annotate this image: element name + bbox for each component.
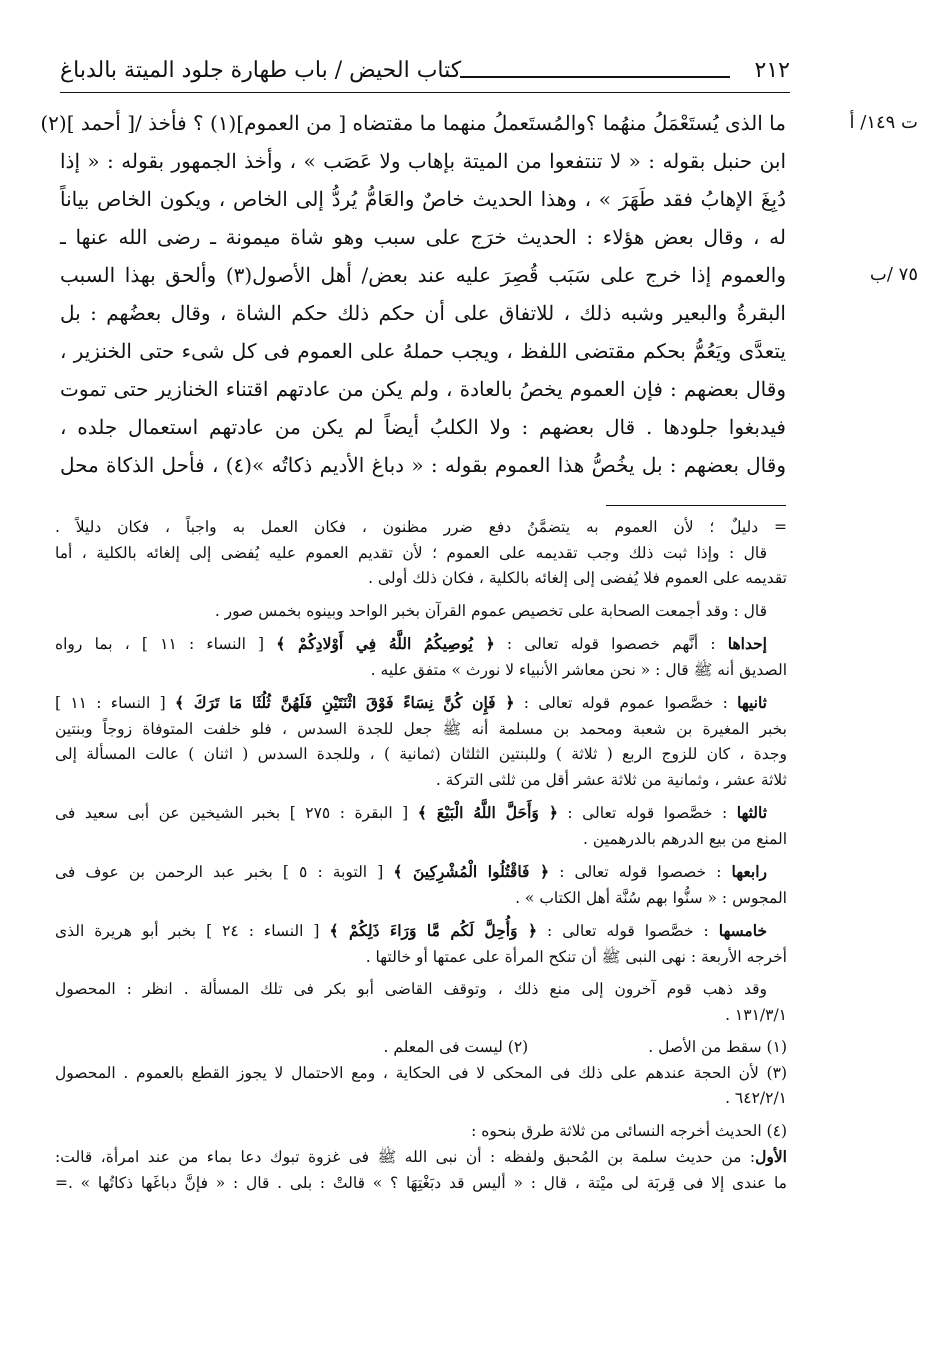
header-underline (60, 92, 790, 93)
footnote-text: : من حديث سلمة بن المُحبق ولفظه : أن نبى الله ﷺ فى غزوة تبوك دعا بماء من عند امرأة، قالت: (55, 1148, 756, 1166)
running-header (60, 58, 790, 90)
footnote-text: : خصصوا قوله تعالى : (549, 863, 732, 881)
margin-note-manuscript-folio: ت ١٤٩/ أ (849, 112, 918, 133)
main-text (40, 104, 787, 484)
footnote-text: [ التوبة : ٥ ] بخبر عبد الرحمن بن عوف فى (55, 863, 394, 881)
footnote-line (55, 859, 787, 886)
footnote-line: قال : وإذا ثبت ذلك وجب تقديمه على العموم ؛ لأن تقديم العموم عليه يُفضى إلى إلغائه بالكلية ، أما (55, 543, 767, 562)
footnote-line (55, 918, 787, 945)
item-lead: رابعها (731, 862, 767, 881)
quran-verse: ﴿ فَإِن كُنَّ نِسَاءً فَوْقَ اثْنَتَيْنِ فَلَهُنَّ ثُلُثَا مَا تَرَكَ ﴾ (174, 693, 515, 712)
quran-verse: ﴿ فَاقْتُلُوا الْمُشْرِكِينَ ﴾ (393, 862, 550, 881)
footnote-line: ما عندى إلا فى قِربَة لى ميْتة ، قال : « أليس قد دبَغْتِهَا ؟ » قالتْ : بلى . قال : « فإنَّ دباغَها ذكاتُها » .= (55, 1173, 787, 1192)
footnote-line: وقد ذهب قوم آخرون إلى منع ذلك ، وتوقف القاضى أبو بكر فى تلك المسألة . انظر : المحصول (55, 980, 767, 998)
footnote-text: : خصَّصوا قوله تعالى : (537, 922, 719, 940)
footnote-line: = دليلٌ ؛ لأن العموم به يتضمَّنُ دفع ضرر مظنون ، فكان العمل به واجباً ، فكان دليلاً . (55, 518, 787, 536)
quran-verse: ﴿ وَأُحِلَّ لَكُم مَّا وَرَاءَ ذَلِكُمْ ﴾ (329, 921, 538, 940)
footnote-line (55, 800, 787, 827)
footnote-line: المجوس : « سنُّوا بهم سُنَّة أهل الكتاب » . (515, 888, 787, 907)
footnote-line (55, 631, 787, 658)
footnote-3: (٣) لأن الحجة عندهم على ذلك فى المحكى لا فى الحكاية ، ومع الاحتمال لا يجوز القطع بالعموم . المحصول (55, 1063, 787, 1082)
footnote-text: [ النساء : ١١ ] (55, 694, 175, 712)
footnote-line: أخرجه الأربعة : نهى النبى ﷺ أن تنكح المرأة على عمتها أو خالتها . (365, 947, 787, 966)
footnote-line: ١٣١/٣/١ . (725, 1005, 787, 1024)
footnote-line: ٦٤٢/٢/١ . (725, 1089, 787, 1107)
footnote-1: (١) سقط من الأصل . (648, 1038, 787, 1056)
main-line: له ، وقال بعض هؤلاء : الحديث خرَج على سبب وهو شاة ميمونة ـ رضى الله عنها ـ (60, 225, 786, 249)
quran-verse: ﴿ وَأَحَلَّ اللَّهُ الْبَيْعَ ﴾ (417, 803, 558, 822)
item-lead: خامسها (718, 921, 768, 940)
footnote-text: [ النساء : ٢٤ ] بخبر أبو هريرة الذى (55, 922, 330, 940)
header-rule (460, 76, 730, 78)
margin-note-folio: ٧٥ /ب (869, 264, 918, 285)
main-line: والعموم إذا خرج على سَبَب قُصِرَ عليه عند بعض/ أهل الأصول(٣) وألحق بهذا السبب (60, 263, 787, 287)
footnote-line (55, 690, 787, 717)
footnote-line: بخبر المغيرة بن شعبة ومحمد بن مسلمة أنه ﷺ جعل للجدة السدس ، فلو خلفت المتوفاة زوجاً وبنتين (55, 719, 787, 738)
main-line: ما الذى يُستَعْمَلُ منهُما ؟والمُستَعملُ منهما ما مقتضاه [ من العموم](١) ؟ فأخذ /[ أحمد ](٢) (40, 111, 786, 135)
footnote-line: ثلاثة عشر ، وثمانية من ثلاثة عشر أقل من ثلثى التركة . (435, 770, 787, 789)
footnote-separator (606, 505, 786, 506)
page-number: ٢١٢ (754, 58, 790, 83)
main-line: وقال بعضهم : بل يخُصُّ هذا العموم بقوله : « دباغ الأديم ذكاتُه »(٤) ، فأحل الذكاة محل (60, 453, 786, 477)
quran-verse: ﴿ يُوصِيكُمُ اللَّهُ فِي أَوْلادِكُمْ ﴾ (276, 634, 495, 653)
footnote-text: : خصَّصوا قوله تعالى : (557, 804, 737, 822)
item-lead: الأول (755, 1147, 787, 1166)
footnote-line (55, 1035, 787, 1061)
footnote-text: [ النساء : ١١ ] ، بما رواه (55, 635, 277, 653)
main-line: ابن حنبل بقوله : « لا تنتفعوا من الميتة بإهاب ولا عَصَب » ، وأخذ الجمهور بقوله : « إذا (60, 149, 786, 173)
footnote-line: الصديق أنه ﷺ قال : « نحن معاشر الأنبياء لا نورث » متفق عليه . (370, 660, 787, 679)
footnote-line: المنع من بيع الدرهم بالدرهمين . (583, 829, 787, 848)
footnote-line: وجدة ، كان للزوج الربع ( ثلاثة ) وللبنتين الثلثان (ثمانية ) ، وللجدة السدس ( اثنان ) عالت المسألة إلى (55, 745, 787, 763)
main-line: يتعدَّى ويَعُمُّ بحكم مقتضى اللفظ ، ويجب حملهُ على العموم فى كل شىء حتى الخنزير ، (60, 339, 786, 363)
item-lead: ثالثها (736, 803, 768, 822)
footnote-line: قال : وقد أجمعت الصحابة على تخصيص عموم القرآن بخبر الواحد وبينوه بخمس صور . (214, 601, 767, 620)
footnote-line: تقديمه على العموم فلا يُفضى إلى إلغائه بالكلية ، فكان ذلك أولى . (368, 569, 787, 587)
footnote-2: (٢) ليست فى المعلم . (383, 1038, 529, 1056)
footnote-4: (٤) الحديث أخرجه النسائى من ثلاثة طرق بنحوه : (471, 1121, 787, 1140)
footnote-text: : خصَّصوا عموم قوله تعالى : (514, 694, 738, 712)
footnotes (55, 515, 787, 1196)
footnote-line (55, 1144, 787, 1171)
main-line: دُبِغَ الإهابُ فقد طَهَرَ » ، وهذا الحديث خاصٌ والعَامُّ يُردُّ إلى الخاص ، ويكون الخاص بياناً (60, 187, 786, 211)
item-lead: إحداها (727, 634, 767, 653)
main-line: البقرةُ والبعير وشبه ذلك ، للاتفاق على أن حكم ذلك حكم الشاة ، وقال بعضُهم : بل (60, 301, 786, 325)
main-line: وقال بعضهم : فإن العموم يخصُ بالعادة ، ولم يكن من عادتهم اقتناء الخنازير حتى تموت (60, 377, 786, 401)
main-line: فيدبغوا جلودها . قال بعضهم : ولا الكلبُ أيضاً لم يكن من عادتهم استعمال جلده ، (60, 415, 786, 439)
footnote-text: [ البقرة : ٢٧٥ ] بخبر الشيخين عن أبى سعيد فى (55, 804, 418, 822)
footnote-text: : أنَّهم خصصوا قوله تعالى : (494, 635, 728, 653)
header-title: كتاب الحيض / باب طهارة جلود الميتة بالدباغ (60, 58, 462, 83)
item-lead: ثانيها (737, 693, 767, 712)
